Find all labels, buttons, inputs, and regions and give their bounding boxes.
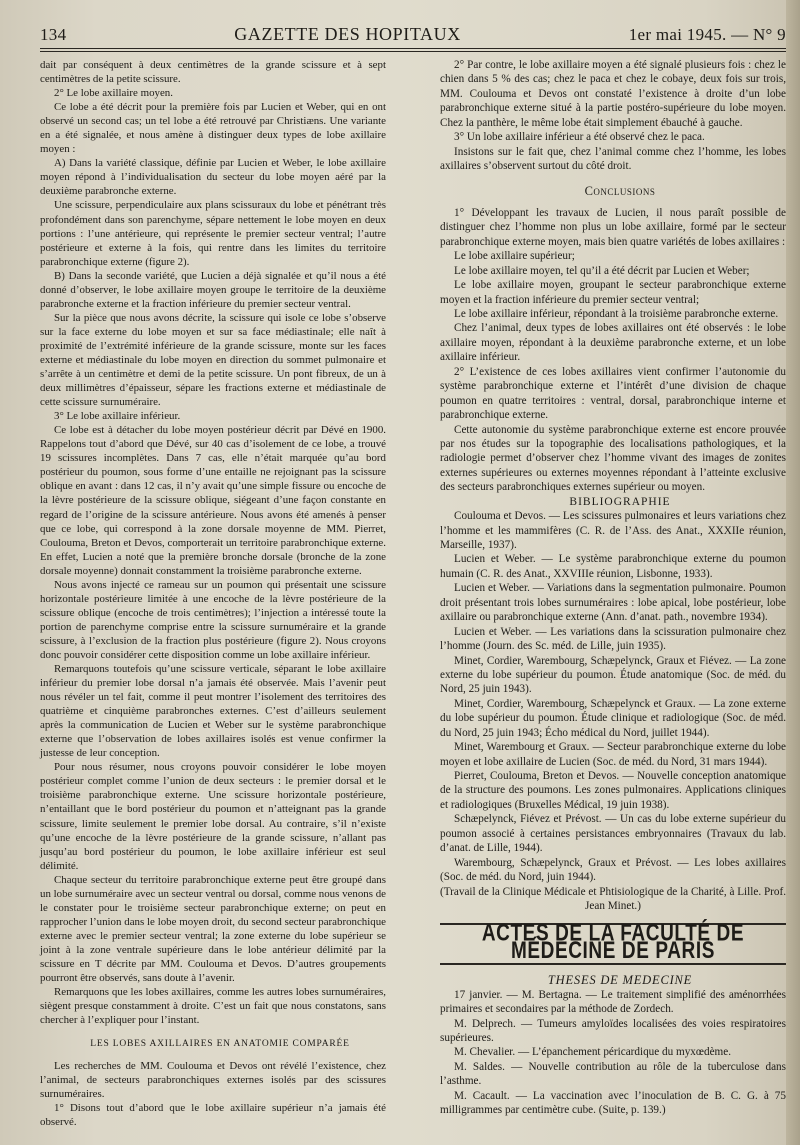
paragraph: Le lobe axillaire moyen, groupant le secteur parabronchique externe moyen et la fraction inférieure du premier secteur ventral;	[440, 279, 786, 306]
paragraph: Cette autonomie du système parabronchique externe est encore prouvée par nos études sur la topographie des localisations pathologiques, et la radiologie permet d’observer chez l’homme vivant des images de zonites externes supérieures ou externes moyennes répondant à l’atteinte exclusive des secteurs parabronchiques externes supérieur ou moyen.	[440, 423, 786, 494]
paragraph: Ce lobe a été décrit pour la première fois par Lucien et Weber, qui en ont observé un second cas; un tel lobe a été retrouvé par Christiæns. Une variante en a été signalée, et nous amène à distinguer deux types de lobe axillaire moyen :	[40, 101, 386, 156]
page-number: 134	[40, 25, 67, 44]
paragraph: Nous avons injecté ce rameau sur un poumon qui présentait une scissure horizontale postérieure limitée à une encoche de la lèvre postérieure de la scissure oblique (encoche de trois centimètres); l’injection a intéressé toute la portion de parenchyme comprise entre la scissure surnuméraire et la grande scissure, à l’exclusion de la fraction plus postérieure (figure 2). Nous croyons donc pouvoir considérer cette disposition comme un lobe axillaire inférieur.	[40, 578, 386, 661]
paragraph: dait par conséquent à deux centimètres de la grande scissure et à sept centimètres de la petite scissure.	[40, 59, 386, 86]
paragraph: A) Dans la variété classique, définie par Lucien et Weber, le lobe axillaire moyen répond à l’individualisation du secteur du lobe moyen aéré par la deuxième parabronche externe.	[40, 157, 386, 198]
paragraph: Pierret, Coulouma, Breton et Devos. — Nouvelle conception anatomique de la structure des poumons. Les zones pulmonaires. Applications cliniques et radiologiques (Bruxelles Médical, 19 juin 1938).	[440, 770, 786, 811]
paragraph: 2° L’existence de ces lobes axillaires vient confirmer l’autonomie du système parabronchique externe et l’intérêt d’une division de chaque poumon en quatre territoires : ventral, dorsal, parabronchique interne et parabronchique externe.	[440, 365, 786, 422]
header-rule-2	[40, 51, 786, 52]
theses-heading: THESES DE MEDECINE	[547, 973, 693, 988]
paragraph: Insistons sur le fait que, chez l’animal comme chez l’homme, les lobes axillaires s’observent surtout du côté droit.	[440, 145, 786, 173]
faculty-acts-banner	[440, 920, 786, 966]
paragraph: M. Saldes. — Nouvelle contribution au rôle de la tuberculose dans l’asthme.	[440, 1060, 786, 1088]
paragraph: Remarquons toutefois qu’une scissure verticale, séparant le lobe axillaire inférieur du premier lobe dorsal n’a jamais été observée. Mais l’avenir peut nous révéler un tel fait, comme il peut montrer l’isolement des territoires des quatrième et cinquième parabronches externes. C’est d’ailleurs seulement après la communication de Lucien et Weber sur le système parabronchique externe que l’observation de lobes axillaires isolés est venue confirmer la justesse de leur conception.	[40, 663, 386, 760]
paragraph: Minet, Cordier, Warembourg, Schæpelynck, Graux et Fiévez. — La zone externe du lobe supérieur du poumon. Étude anatomique (Soc. de méd. du Nord, 25 juin 1943).	[440, 654, 786, 696]
paragraph: 3° Le lobe axillaire inférieur.	[54, 410, 181, 423]
paragraph: Lucien et Weber. — Variations dans la segmentation pulmonaire. Poumon droit présentant trois lobes surnuméraires : lobe apical, lobe postérieur, lobe axillaire ou parabronchique externe (Ann. d’anat. path., novembre 1934).	[440, 582, 786, 624]
section-heading: Conclusions	[584, 183, 656, 198]
paragraph: M. Chevalier. — L’épanchement péricardique du myxœdème.	[454, 1046, 732, 1059]
paragraph: Sur la pièce que nous avons décrite, la scissure qui isole ce lobe s’observe sur la face externe du lobe moyen et sur sa face médiastinale; elle naît à proximité de l’extrémité inférieure de la grande scissure, monte sur les faces externe et médiastinale du lobe moyen en direction du sommet pulmonaire et s’arrête à un centimètre et demi de la petite scissure. Un pont fibreux, de un à deux millimètres d’épaisseur, sépare les fractions externe et médiastinale de cette scissure surnuméraire.	[40, 311, 386, 409]
paragraph: Chez l’animal, deux types de lobes axillaires ont été observés : le lobe axillaire moyen, répondant à la deuxième parabronche externe, et un lobe axillaire inférieur.	[440, 322, 786, 364]
paragraph: 3° Un lobe axillaire inférieur a été observé chez le paca.	[454, 131, 705, 144]
paragraph: Schæpelynck, Fiévez et Prévost. — Un cas du lobe externe supérieur du poumon associé à certaines persistances embryonnaires (Travaux du lab. d’anat. de Lille, 1944).	[440, 813, 786, 855]
paragraph: Le lobe axillaire inférieur, répondant à la troisième parabronche externe.	[454, 308, 779, 320]
affiliation-note: (Travail de la Clinique Médicale et Phtisiologique de la Charité, à Lille. Prof. Jean Minet.)	[440, 885, 787, 912]
paragraph: 2° Par contre, le lobe axillaire moyen a été signalé plusieurs fois : chez le chien dans 5 % des cas; chez le paca et chez le cobaye, deux fois sur trois, MM. Coulouma et Devos ont constaté l’existence à droite d’un lobe parabronchique externe situé à la partie postéro-supérieure du lobe moyen. Chez la panthère, le même lobe était simplement ébauché à gauche.	[440, 59, 786, 129]
header-rule	[40, 48, 786, 49]
paragraph: Lucien et Weber. — Les variations dans la scissuration pulmonaire chez l’homme (Journ. des Sc. méd. de Lille, juin 1935).	[440, 625, 786, 653]
journal-title: GAZETTE DES HOPITAUX	[234, 24, 461, 44]
paragraph: Remarquons que les lobes axillaires, comme les autres lobes surnuméraires, siègent presque constamment à droite. C’est un fait que nous constatons, sans chercher à l’expliquer pour l’instant.	[40, 986, 386, 1027]
paragraph: B) Dans la seconde variété, que Lucien a déjà signalée et qu’il nous a été donné d’observer, le lobe axillaire moyen groupe le territoire de la deuxième parabronche externe et la fraction inférieure du premier secteur ventral.	[40, 269, 386, 310]
paragraph: M. Cacault. — La vaccination avec l’inoculation de B. C. G. à 75 milligrammes par centimètre cube. (Suite, p. 139.)	[440, 1089, 786, 1117]
paragraph: Warembourg, Schæpelynck, Graux et Prévost. — Les lobes axillaires (Soc. de méd. du Nord, juin 1944).	[440, 856, 786, 884]
paragraph: Ce lobe est à détacher du lobe moyen postérieur décrit par Dévé en 1900. Rappelons tout d’abord que Dévé, sur 40 cas d’isolement de ce lobe, a trouvé 19 scissures incomplètes. Dans 7 cas, elle n’était marquée qu’au bord postérieur du poumon, sous forme d’une entaille ne rejoignant pas la scissure oblique en avant : dans 12 cas, il n’y avait qu’une simple fissure ou encoche de la lèvre postérieure de la scissure oblique, siégeant d’une façon constante en regard de l’origine de la scissure antérieure. Nous avons été amenés à penser que ce lobe, qui correspond à la zone dorsale moyenne de MM. Pierret, Coulouma, Breton et Devos, comporterait un territoire parabronchique externe. En effet, Lucien a noté que la première bronche dorsale (bronche de la zone dorsale moyenne) donnait constamment la troisième parabronche externe.	[40, 424, 386, 577]
paragraph: Pour nous résumer, nous croyons pouvoir considérer le lobe moyen postérieur complet comme l’union de deux secteurs : le premier dorsal et le troisième parabronchique externe. Une scissure horizontale postérieure, n’entaillant que le bord postérieur du poumon et n’atteignant pas la grande scissure, limite seulement le premier lobe dorsal. Au contraire, s’il n’existe qu’une encoche de la lèvre postérieure de la grande scissure, n’allant pas jusqu’au bord postérieur du poumon, le lobe axillaire inférieur est seul délimité.	[40, 761, 386, 872]
paragraph: Une scissure, perpendiculaire aux plans scissuraux du lobe et pénétrant très profondément dans son parenchyme, sépare nettement le lobe moyen en deux portions : l’une antérieure, qui représente le premier secteur ventral; l’autre postérieure et externe à la fois, qui rentre dans les limites du territoire parabronchique externe (figure 2).	[40, 199, 386, 268]
left-column	[40, 58, 386, 1130]
paragraph: Minet, Cordier, Warembourg, Schæpelynck et Graux. — La zone externe du lobe supérieur du poumon. Étude clinique et radiologique (Soc. de méd. du Nord, 25 juin 1943; Écho médical du Nord, juillet 1944).	[440, 697, 786, 739]
paragraph: 1° Développant les travaux de Lucien, il nous paraît possible de distinguer chez l’homme non plus un lobe axillaire, formé par le secteur parabronchique externe moyen, mais bien quatre variétés de lobes axillaires :	[440, 206, 786, 248]
paragraph: 1° Disons tout d’abord que le lobe axillaire supérieur n’a jamais été observé.	[40, 1102, 386, 1129]
paragraph: Le lobe axillaire supérieur;	[454, 250, 575, 263]
faculty-acts-title: ACTES DE LA FACULTÉ DE MÉDECINE DE PARIS	[481, 920, 745, 966]
paragraph: Lucien et Weber. — Le système parabronchique externe du poumon humain (C. R. des Anat., XXVIIIe réunion, Lisbonne, 1933).	[440, 553, 786, 580]
section-heading: LES LOBES AXILLAIRES EN ANATOMIE COMPARÉE	[90, 1039, 350, 1050]
paragraph: 17 janvier. — M. Bertagna. — Le traitement simplifié des aménorrhées primaires et secondaires par la méthode de Zordech.	[440, 988, 786, 1016]
page-header	[40, 24, 786, 48]
paragraph: Les recherches de MM. Coulouma et Devos ont révélé l’existence, chez l’animal, de secteurs parabronchiques externes isolés par des scissures surnuméraires.	[40, 1060, 386, 1101]
page-edge	[786, 0, 800, 1145]
paragraph: 2° Le lobe axillaire moyen.	[54, 87, 173, 100]
issue-date: 1er mai 1945. — N° 9	[628, 25, 786, 44]
paragraph: M. Delprech. — Tumeurs amyloïdes localisées des voies respiratoires supérieures.	[440, 1017, 786, 1044]
paragraph: Le lobe axillaire moyen, tel qu’il a été décrit par Lucien et Weber;	[454, 264, 750, 277]
paragraph: Minet, Warembourg et Graux. — Secteur parabronchique externe du lobe moyen et lobe axillaire de Lucien (Soc. de méd. du Nord, 31 mars 1944).	[440, 741, 786, 768]
right-column	[440, 58, 786, 1118]
paragraph: Coulouma et Devos. — Les scissures pulmonaires et leurs variations chez l’homme et les mammifères (C. R. de l’Ass. des Anat., XXXIIe réunion, Marseille, 1937).	[440, 510, 786, 551]
bibliography-heading: BIBLIOGRAPHIE	[569, 495, 671, 508]
paragraph: Chaque secteur du territoire parabronchique externe peut être groupé dans un lobe surnuméraire avec un secteur ventral ou dorsal, comme nous venons de le constater pour le troisième secteur parabronchique externe; on peut en rapprocher l’union dans le lobe moyen droit, du second secteur parabronchique externe avec le premier secteur ventral; la zone externe du lobe supérieur se joint à la zone ventrale supérieure dans le lobe antérieur délimité par la scissure en T décrite par MM. Coulouma et Devos. D’autres groupements pourront être observés, sans doute à l’avenir.	[40, 873, 386, 985]
